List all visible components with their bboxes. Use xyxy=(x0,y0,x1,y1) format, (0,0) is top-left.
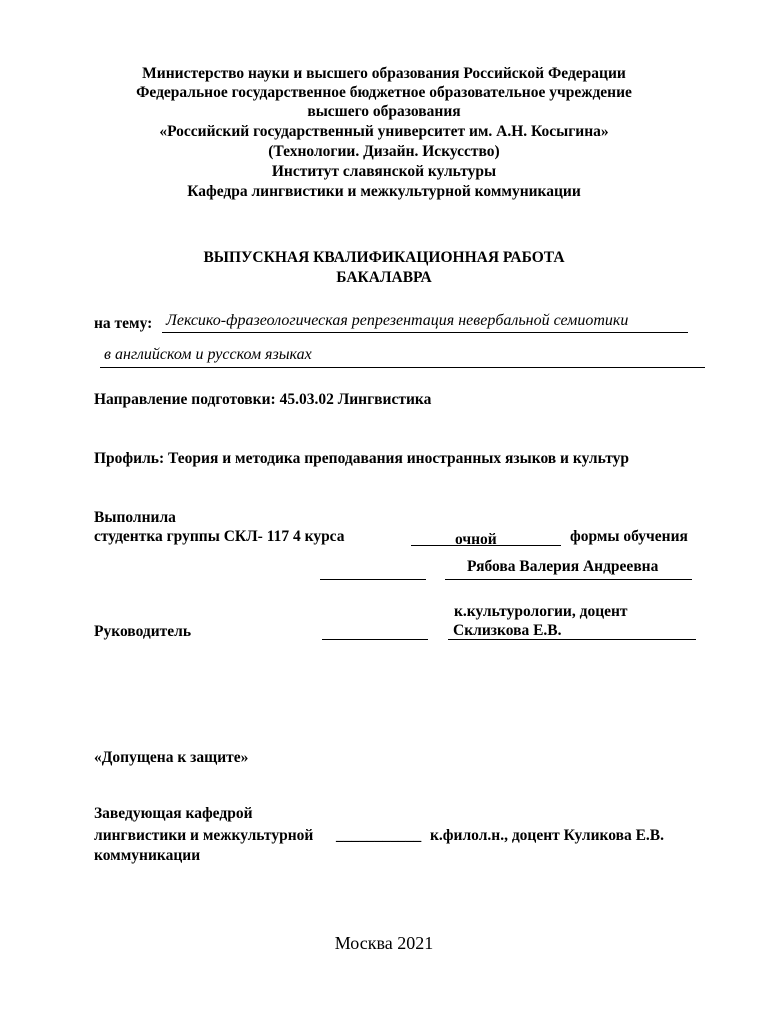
supervisor-name-underline xyxy=(448,639,696,640)
university-name-line: «Российский государственный университет им. А.Н. Косыгина» xyxy=(159,123,609,140)
student-name: Рябова Валерия Андреевна xyxy=(467,558,659,575)
student-signature-line xyxy=(320,579,426,580)
supervisor-signature-line xyxy=(322,639,428,640)
performed-label: Выполнила xyxy=(94,509,176,526)
education-level-line: высшего образования xyxy=(307,103,461,120)
topic-text-line1: Лексико-фразеологическая репрезентация невербальной семиотики xyxy=(166,312,629,329)
supervisor-name: Склизкова Е.В. xyxy=(453,622,562,639)
head-department-label-cont: коммуникации xyxy=(94,847,201,864)
head-title: Заведующая кафедрой xyxy=(94,805,253,822)
topic-underline-2 xyxy=(100,367,705,368)
admitted-text: «Допущена к защите» xyxy=(94,749,249,766)
city-year: Москва 2021 xyxy=(334,933,434,953)
topic-underline-1 xyxy=(162,332,688,333)
topic-label: на тему: xyxy=(94,315,153,332)
profile-text: Профиль: Теория и методика преподавания иностранных языков и культур xyxy=(94,450,630,467)
head-name: к.филол.н., доцент Куликова Е.В. xyxy=(430,827,665,844)
institute-line: Институт славянской культуры xyxy=(271,163,497,180)
study-form-label: формы обучения xyxy=(570,528,688,545)
supervisor-label: Руководитель xyxy=(94,623,192,640)
ministry-line: Министерство науки и высшего образования Российской Федерации xyxy=(142,65,626,82)
work-title-line1: ВЫПУСКНАЯ КВАЛИФИКАЦИОННАЯ РАБОТА xyxy=(203,249,565,266)
university-subtitle-line: (Технологии. Дизайн. Искусство) xyxy=(268,143,500,160)
institution-type-line: Федеральное государственное бюджетное образовательное учреждение xyxy=(136,84,632,101)
head-department-label: лингвистики и межкультурной xyxy=(94,827,314,844)
supervisor-title: к.культурологии, доцент xyxy=(454,603,628,620)
student-group-text: студентка группы СКЛ- 117 4 курса xyxy=(94,528,345,545)
department-line: Кафедра лингвистики и межкультурной коммуникации xyxy=(187,183,581,200)
work-title-line2: БАКАЛАВРА xyxy=(336,269,432,286)
direction-text: Направление подготовки: 45.03.02 Лингвистика xyxy=(94,391,432,408)
head-signature-blank: ___________ xyxy=(336,827,422,844)
student-name-underline xyxy=(445,579,692,580)
topic-text-line2: в английском и русском языках xyxy=(104,346,312,363)
study-form-value: очной xyxy=(455,531,497,548)
